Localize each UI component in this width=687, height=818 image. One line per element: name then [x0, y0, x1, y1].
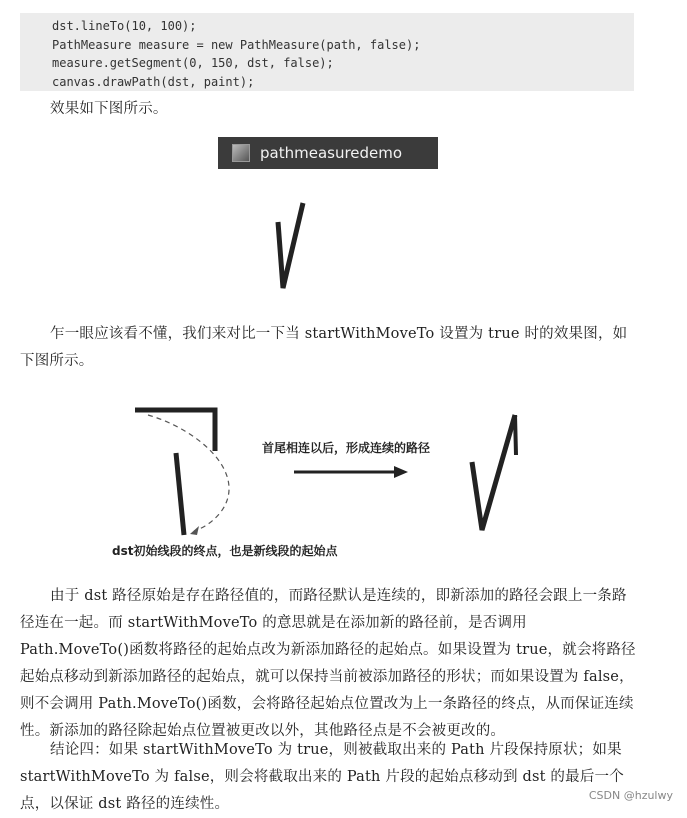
dashed-arrow-head	[190, 526, 199, 535]
conclusion-paragraph: 结论四：如果 startWithMoveTo 为 true，则被截取出来的 Path 片段保持原状；如果 startWithMoveTo 为 false，则会将截取出来的 Path 片段的起始点移动到 dst 的最后一个点，以保证 dst 路径的连续性。	[20, 742, 624, 812]
code-line: PathMeasure measure = new PathMeasure(path, false);	[52, 37, 421, 52]
code-line: measure.getSegment(0, 150, dst, false);	[52, 56, 334, 70]
intro-paragraph: 效果如下图所示。	[50, 101, 168, 117]
original-dst-path	[135, 410, 215, 451]
new-segment	[176, 453, 184, 535]
code-line: canvas.drawPath(dst, paint);	[52, 74, 255, 89]
code-line: dst.lineTo(10, 100);	[52, 19, 197, 33]
figure2-result-path	[472, 415, 515, 530]
end-point-label: dst初始线段的终点，也是新线段的起始点	[112, 544, 338, 558]
arrow-label: 首尾相连以后，形成连续的路径	[262, 441, 431, 455]
watermark: CSDN @hzulwy	[588, 789, 673, 802]
explain-paragraph: 由于 dst 路径原始是存在路径值的，而路径默认是连续的，即新添加的路径会跟上一条路径连在一起。而 startWithMoveTo 的意思就是在添加新的路径前，是否调用 Path.MoveTo()函数将路径的起始点改为新添加路径的起始点。如果设置为 true，就会将路径起始点移动到新添加路径的起始点，就可以保持当前被添加路径的形状；而如果设置为 false，则不会调用 Path.MoveTo()函数，会将路径起始点位置改为上一条路径的终点，从而保证连续性。新添加的路径除起始点位置被更改以外，其他路径点是不会被更改的。	[20, 588, 636, 739]
compare-paragraph: 乍一眼应该看不懂，我们来对比一下当 startWithMoveTo 设置为 true 时的效果图，如下图所示。	[20, 326, 628, 369]
app-title: pathmeasuredemo	[260, 144, 403, 162]
transform-arrow-head	[394, 466, 408, 478]
figure1-result-path	[0, 0, 687, 330]
figure2-diagram	[0, 395, 687, 570]
